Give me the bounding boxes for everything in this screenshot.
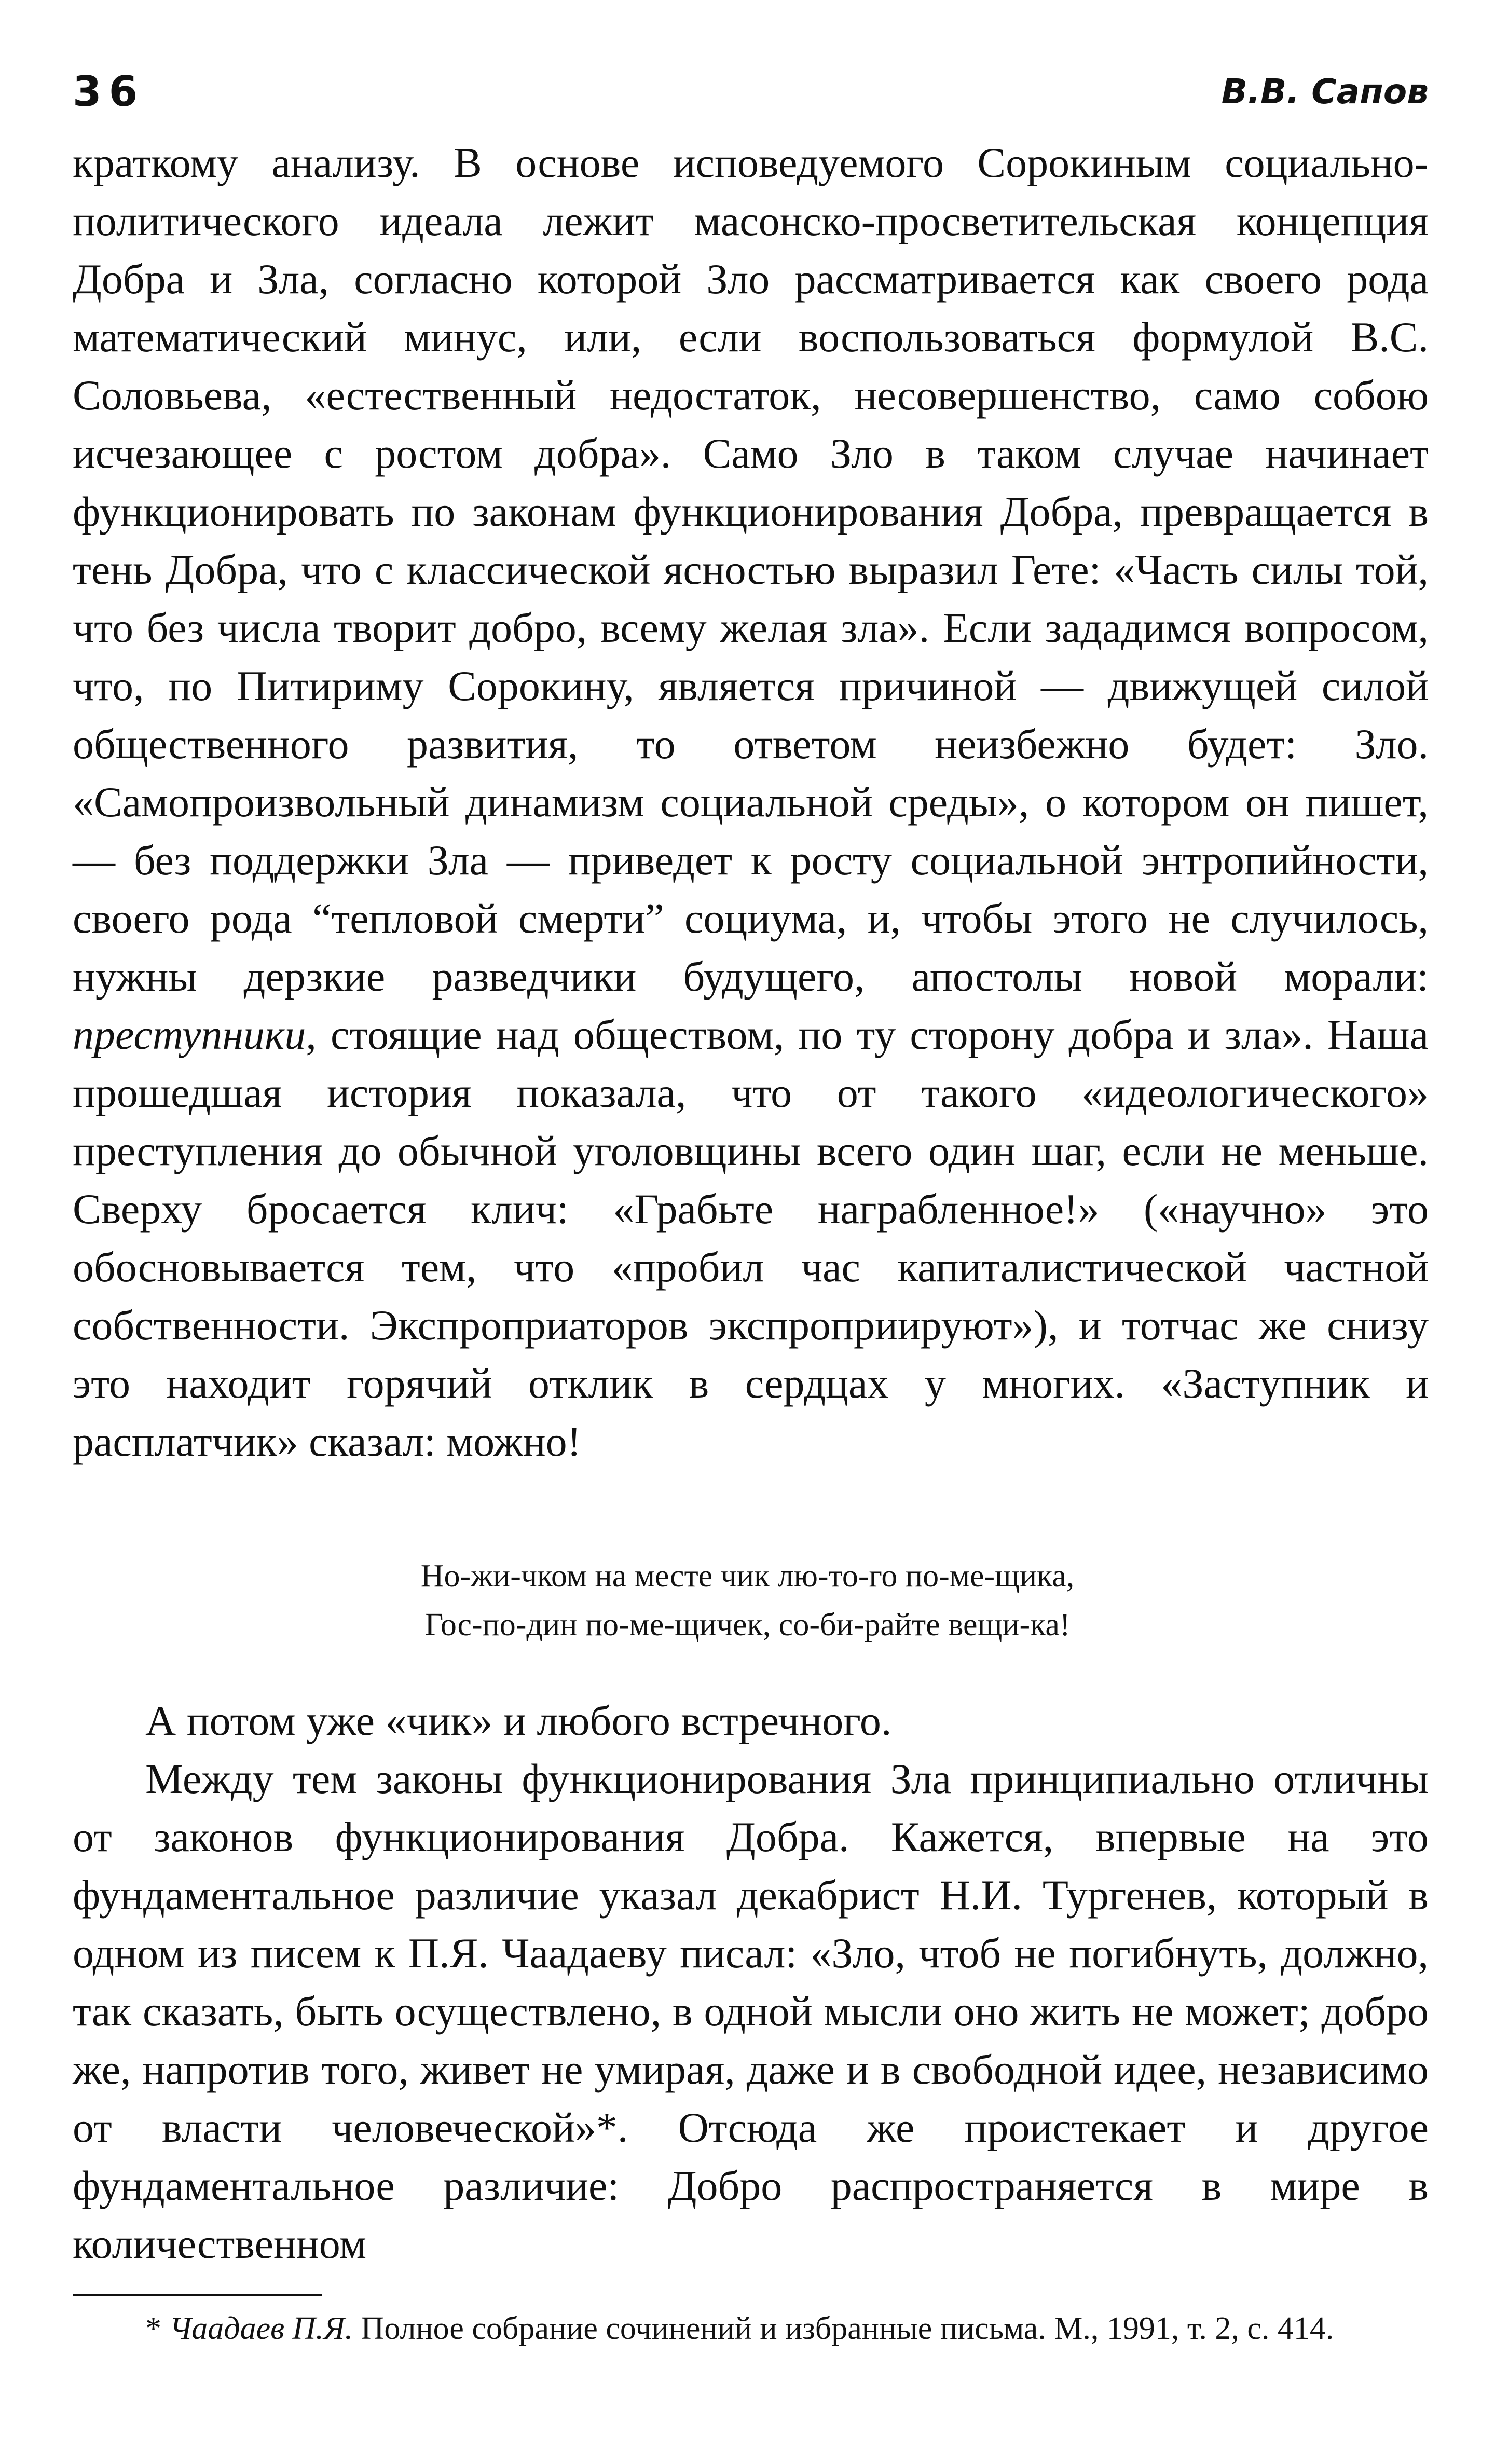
poem-quote (0, 1552, 1495, 1649)
paragraph-2: А потом уже «чик» и любого встречного. (145, 1697, 892, 1744)
footnote-divider (73, 2294, 322, 2296)
paragraph-1-italic: преступники (73, 1011, 306, 1058)
footnote-text: Полное собрание сочинений и избранные письма. М., 1991, т. 2, с. 414. (353, 2311, 1334, 2346)
paragraph-3: Между тем законы функционирования Зла принципиально отличны от законов функционирования Добра. Кажется, впервые на это фундаментальное различие указал декабрист Н.И. Тургенев, который в одном из писем к П.Я. Чаадаеву писал: «Зло, чтоб не погибнуть, должно, так сказать, быть осуществлено, в одной мысли оно жить не может; добро же, напротив того, живет не умирая, даже и в свободной идее, независимо от власти человеческой»*. Отсюда же проистекает и другое фундаментальное различие: Добро распространяется в мире в количественном (73, 1755, 1429, 2267)
page-header (73, 67, 1429, 125)
poem-line-1: Но-жи-чком на месте чик лю-то-го по-ме-щика, (420, 1558, 1075, 1594)
footnote (73, 2304, 1429, 2353)
footnote-marker: * (145, 2311, 170, 2346)
footnote-author: Чаадаев П.Я. (169, 2311, 353, 2346)
paragraph-1-text-a: краткому анализу. В основе исповедуемого Сорокиным социально-политического идеала лежит масонско-просветительская концепция Добра и Зла, согласно которой Зло рассматривается как своего рода математический минус, или, если воспользоваться формулой В.С. Соловьева, «естественный недостаток, несовершенство, само собою исчезающее с ростом добра». Само Зло в таком случае начинает функционировать по законам функционирования Добра, превращается в тень Добра, что с классической ясностью выразил Гете: «Часть силы той, что без числа творит добро, всему желая зла». Если зададимся вопросом, что, по Питириму Сорокину, является причиной — движущей силой общественного развития, то ответом неизбежно будет: Зло. «Самопроизвольный динамизм социальной среды», о котором он пишет, — без поддержки Зла — приведет к росту социальной энтропийности, своего рода “тепловой смерти” социума, и, чтобы этого не случилось, нужны дерзкие разведчики будущего, апостолы новой морали: (73, 139, 1429, 1000)
main-text-lower (73, 1692, 1429, 2273)
running-head: В.В. Сапов (1221, 72, 1429, 112)
paragraph-1 (73, 134, 1429, 1471)
main-text-upper (73, 134, 1429, 1471)
page-number: 36 (73, 67, 145, 116)
poem-line-2: Гос-по-дин по-ме-щичек, со-би-райте вещи-ка! (424, 1607, 1071, 1642)
paragraph-1-text-b: , стоящие над обществом, по ту сторону добра и зла». Наша прошедшая история показала, что от такого «идеологического» преступления до обычной уголовщины всего один шаг, если не меньше. Сверху бросается клич: «Грабьте награбленное!» («научно» это обосновывается тем, что «пробил час капиталистической частной собственности. Экспроприаторов экспроприируют»), и тотчас же снизу это находит горячий отклик в сердцах у многих. «Заступник и расплатчик» сказал: можно! (73, 1011, 1429, 1465)
